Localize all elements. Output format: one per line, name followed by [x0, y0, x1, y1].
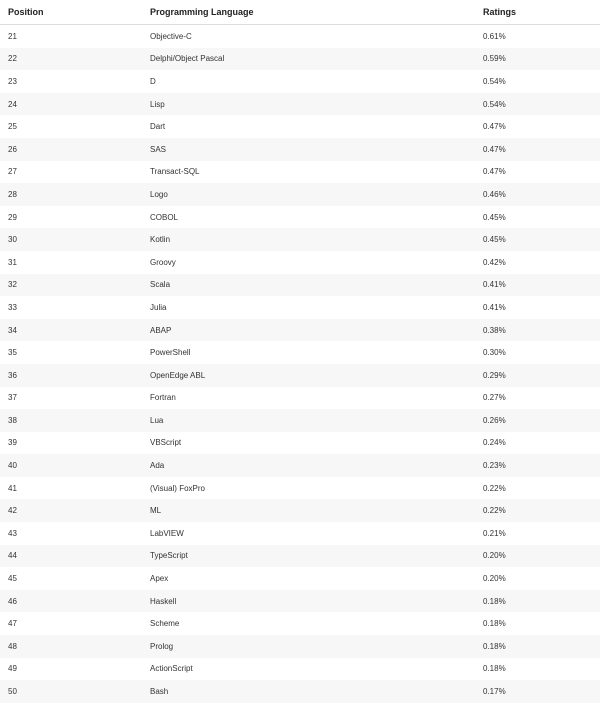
table-row	[0, 454, 600, 477]
table-row	[0, 522, 600, 545]
header-ratings: Ratings	[483, 0, 600, 25]
cell-language: LabVIEW	[150, 528, 184, 538]
table-row	[0, 341, 600, 364]
cell-language: VBScript	[150, 438, 182, 448]
table-row	[0, 680, 600, 703]
cell-rating: 0.17%	[483, 680, 600, 703]
cell-language: Objective-C	[150, 31, 192, 41]
cell-position: 24	[0, 93, 150, 116]
cell-language: Groovy	[150, 257, 176, 267]
cell-position: 35	[8, 348, 17, 358]
cell-position: 33	[8, 302, 17, 312]
cell-position: 25	[8, 122, 17, 132]
cell-rating: 0.18%	[483, 664, 506, 674]
cell-language: ML	[150, 499, 483, 522]
cell-position: 31	[8, 257, 17, 267]
cell-rating: 0.22%	[483, 499, 600, 522]
cell-rating: 0.24%	[483, 438, 506, 448]
cell-language: Haskell	[150, 590, 483, 613]
header-language: Programming Language	[150, 0, 483, 25]
cell-position: 32	[0, 274, 150, 297]
table-row	[0, 25, 600, 48]
cell-language: Lua	[150, 409, 483, 432]
table-row	[0, 590, 600, 613]
table-row	[0, 48, 600, 71]
cell-position: 41	[8, 483, 17, 493]
cell-rating: 0.18%	[483, 635, 600, 658]
cell-position: 48	[0, 635, 150, 658]
cell-position: 46	[0, 590, 150, 613]
table-row	[0, 296, 600, 319]
cell-rating: 0.30%	[483, 348, 506, 358]
cell-position: 49	[8, 664, 17, 674]
table-row	[0, 319, 600, 342]
cell-language: PowerShell	[150, 348, 191, 358]
cell-language: Apex	[150, 574, 169, 584]
cell-rating: 0.47%	[483, 167, 506, 177]
cell-position: 42	[0, 499, 150, 522]
cell-language: TypeScript	[150, 545, 483, 568]
cell-rating: 0.47%	[483, 122, 506, 132]
cell-rating: 0.38%	[483, 319, 600, 342]
cell-rating: 0.18%	[483, 619, 506, 629]
table-body	[0, 25, 600, 703]
cell-rating: 0.45%	[483, 212, 506, 222]
cell-language: Bash	[150, 680, 483, 703]
cell-position: 43	[8, 528, 17, 538]
cell-rating: 0.21%	[483, 528, 506, 538]
cell-language: ABAP	[150, 319, 483, 342]
cell-position: 28	[0, 183, 150, 206]
cell-position: 36	[0, 364, 150, 387]
cell-language: COBOL	[150, 212, 179, 222]
table-row	[0, 499, 600, 522]
table-row	[0, 274, 600, 297]
cell-language: ActionScript	[150, 664, 193, 674]
cell-position: 30	[0, 228, 150, 251]
cell-rating: 0.46%	[483, 183, 600, 206]
cell-position: 44	[0, 545, 150, 568]
cell-position: 34	[0, 319, 150, 342]
cell-position: 21	[8, 31, 17, 41]
table-row	[0, 161, 600, 184]
header-position: Position	[0, 0, 150, 25]
cell-rating: 0.54%	[483, 76, 506, 86]
cell-position: 45	[8, 574, 17, 584]
cell-position: 29	[8, 212, 17, 222]
cell-position: 38	[0, 409, 150, 432]
cell-language: Prolog	[150, 635, 483, 658]
cell-language: Ada	[150, 454, 483, 477]
cell-rating: 0.23%	[483, 454, 600, 477]
table-row	[0, 567, 600, 590]
table-row	[0, 432, 600, 455]
table-row	[0, 635, 600, 658]
cell-rating: 0.45%	[483, 228, 600, 251]
cell-language: OpenEdge ABL	[150, 364, 483, 387]
table-row	[0, 387, 600, 410]
table-header-row	[0, 0, 600, 25]
cell-rating: 0.22%	[483, 483, 506, 493]
cell-rating: 0.26%	[483, 409, 600, 432]
cell-position: 26	[0, 138, 150, 161]
cell-language: (Visual) FoxPro	[150, 483, 205, 493]
cell-position: 23	[8, 76, 17, 86]
table-row	[0, 93, 600, 116]
cell-rating: 0.20%	[483, 574, 506, 584]
cell-rating: 0.18%	[483, 590, 600, 613]
cell-position: 22	[0, 48, 150, 71]
cell-position: 40	[0, 454, 150, 477]
table-row	[0, 228, 600, 251]
cell-rating: 0.27%	[483, 393, 506, 403]
table-row	[0, 364, 600, 387]
table-row	[0, 477, 600, 500]
cell-rating: 0.41%	[483, 302, 506, 312]
cell-language: Kotlin	[150, 228, 483, 251]
cell-language: Fortran	[150, 393, 176, 403]
table-row	[0, 115, 600, 138]
table-row	[0, 409, 600, 432]
cell-rating: 0.59%	[483, 48, 600, 71]
cell-rating: 0.42%	[483, 257, 506, 267]
table-row	[0, 70, 600, 93]
table-row	[0, 251, 600, 274]
cell-position: 50	[0, 680, 150, 703]
table-row	[0, 545, 600, 568]
cell-language: SAS	[150, 138, 483, 161]
cell-position: 47	[8, 619, 17, 629]
table-row	[0, 206, 600, 229]
cell-language: Scheme	[150, 619, 180, 629]
cell-rating: 0.47%	[483, 138, 600, 161]
table-row	[0, 658, 600, 681]
cell-language: D	[150, 76, 156, 86]
cell-rating: 0.61%	[483, 31, 506, 41]
cell-rating: 0.29%	[483, 364, 600, 387]
cell-language: Julia	[150, 302, 167, 312]
cell-rating: 0.20%	[483, 545, 600, 568]
table-row	[0, 138, 600, 161]
cell-language: Lisp	[150, 93, 483, 116]
cell-rating: 0.54%	[483, 93, 600, 116]
cell-position: 39	[8, 438, 17, 448]
table-row	[0, 612, 600, 635]
cell-position: 27	[8, 167, 17, 177]
cell-language: Transact-SQL	[150, 167, 200, 177]
cell-language: Delphi/Object Pascal	[150, 48, 483, 71]
cell-language: Dart	[150, 122, 166, 132]
cell-language: Scala	[150, 274, 483, 297]
cell-position: 37	[8, 393, 17, 403]
table-row	[0, 183, 600, 206]
cell-rating: 0.41%	[483, 274, 600, 297]
cell-language: Logo	[150, 183, 483, 206]
